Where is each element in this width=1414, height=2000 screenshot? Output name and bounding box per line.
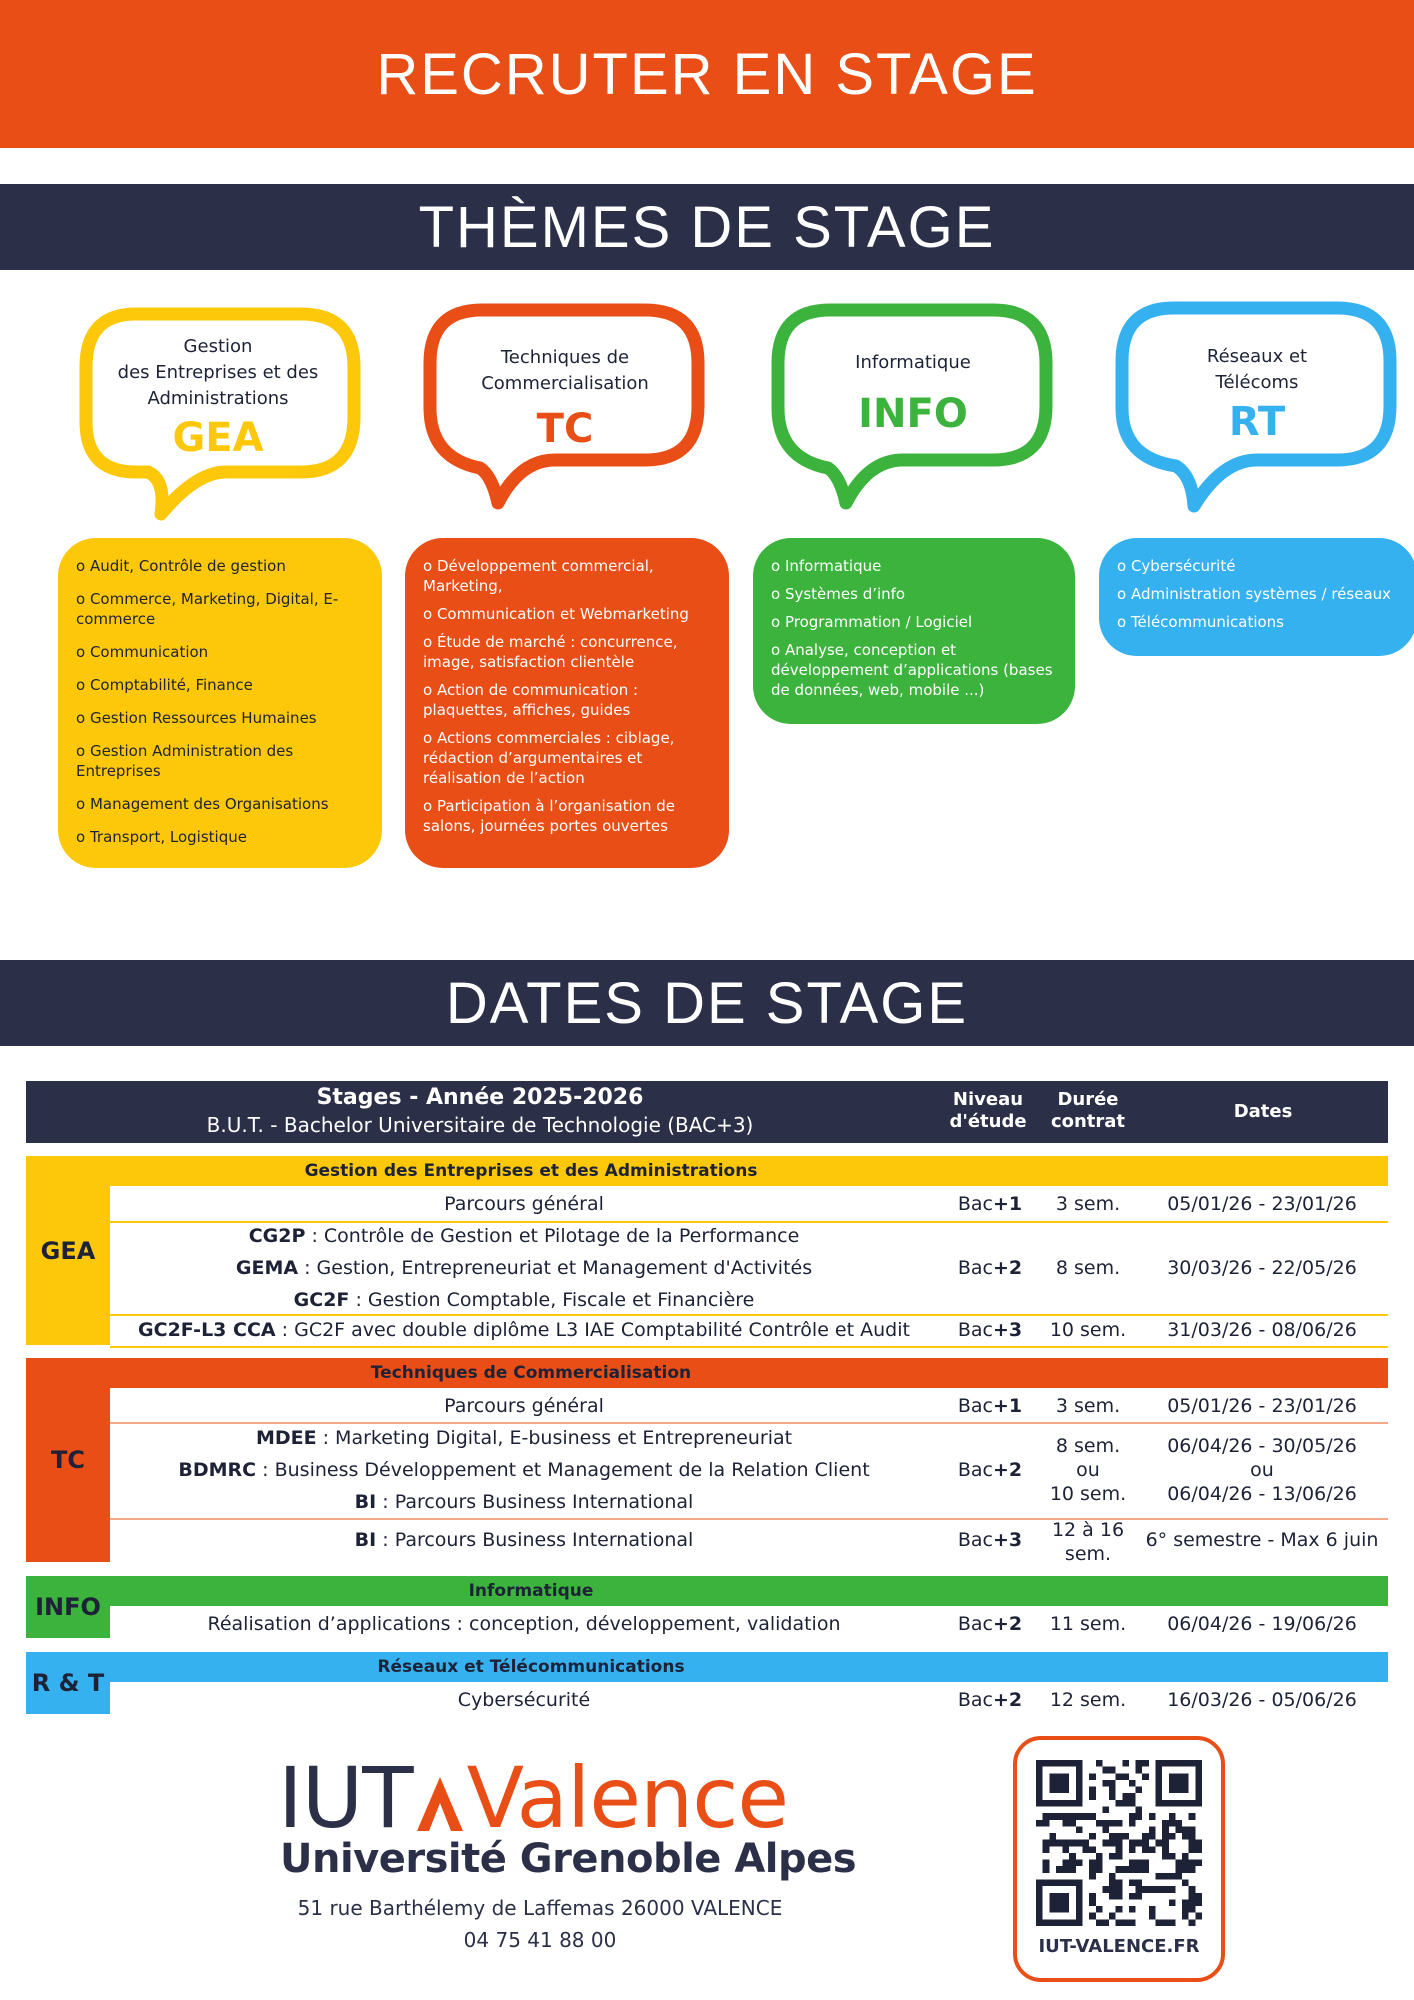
- row-dates: 05/01/26 - 23/01/26: [1167, 1395, 1357, 1417]
- table-subtitle: B.U.T. - Bachelor Universitaire de Technologie (BAC+3): [206, 1113, 754, 1137]
- program-text: : Parcours Business International: [376, 1491, 694, 1513]
- gea-group-label: Gestion des Entreprises et des Administrations: [304, 1161, 758, 1181]
- niveau-column-header: [934, 1089, 1042, 1133]
- tc-themes-list: [423, 556, 715, 836]
- info-bubble-abbr: INFO: [858, 391, 968, 437]
- row-dates: 16/03/26 - 05/06/26: [1167, 1689, 1357, 1711]
- rt-side-label: R & T: [26, 1652, 110, 1714]
- table-row: [110, 1608, 1388, 1640]
- row-divider: [110, 1346, 1388, 1348]
- duration-line: 12 à 16: [1051, 1519, 1125, 1541]
- gea-themes-list: [76, 556, 368, 847]
- row-description-line: [110, 1486, 938, 1518]
- tc-group-label: Techniques de Commercialisation: [370, 1363, 692, 1383]
- table-row: [110, 1422, 1388, 1518]
- rt-themes-box: [1099, 538, 1414, 656]
- qr-caption: IUT-VALENCE.FR: [1038, 1936, 1200, 1957]
- table-row: [110, 1390, 1388, 1422]
- list-item: o Gestion Administration des Entreprises: [76, 742, 294, 780]
- level-value: +1: [992, 1193, 1023, 1215]
- row-dates: 6° semestre - Max 6 juin: [1145, 1529, 1379, 1551]
- list-item: o Transport, Logistique: [76, 828, 247, 846]
- row-description: Réalisation d’applications : conception, développement, validation: [207, 1613, 841, 1635]
- program-code: GC2F: [293, 1289, 350, 1311]
- program-code: MDEE: [255, 1427, 317, 1449]
- row-level: [940, 1608, 1040, 1640]
- level-value: +2: [992, 1689, 1023, 1711]
- row-level: [940, 1454, 1040, 1486]
- info-bubble-text: [788, 350, 1038, 440]
- list-item: o Audit, Contrôle de gestion: [76, 557, 286, 575]
- program-code: BDMRC: [178, 1459, 257, 1481]
- rt-bubble-text: [1132, 344, 1382, 448]
- row-level: [940, 1252, 1040, 1284]
- tc-side-label: TC: [26, 1358, 110, 1562]
- tc-bubble-line: Techniques de: [500, 347, 630, 368]
- row-dates: 31/03/26 - 08/06/26: [1167, 1319, 1357, 1341]
- rt-themes-list: [1117, 556, 1403, 632]
- row-dates: [1136, 1434, 1388, 1506]
- row-duration: 10 sem.: [1049, 1319, 1127, 1341]
- list-item: o Participation à l’organisation de salons, journées portes ouvertes: [423, 797, 675, 835]
- row-description: Parcours général: [444, 1395, 604, 1417]
- list-item: o Gestion Ressources Humaines: [76, 709, 317, 727]
- info-themes-list: [771, 556, 1061, 700]
- list-item: o Informatique: [771, 557, 882, 575]
- level-prefix: Bac: [957, 1689, 993, 1711]
- tc-group-band: [26, 1358, 1388, 1388]
- duration-separator: ou: [1076, 1459, 1100, 1481]
- dates-column-header: Dates: [1233, 1101, 1293, 1122]
- gea-group-band: [26, 1156, 1388, 1186]
- row-level: [940, 1524, 1040, 1556]
- info-bubble-line: Informatique: [855, 352, 971, 373]
- list-item: o Commerce, Marketing, Digital, E-commerce: [76, 590, 339, 628]
- list-item: o Comptabilité, Finance: [76, 676, 253, 694]
- list-item: o Administration systèmes / réseaux: [1117, 585, 1392, 603]
- row-level: [940, 1684, 1040, 1716]
- row-description: Cybersécurité: [457, 1689, 591, 1711]
- rt-bubble-line: Télécoms: [1215, 372, 1299, 393]
- row-description-line: [110, 1422, 938, 1454]
- level-prefix: Bac: [957, 1319, 993, 1341]
- uga-logo-text: Université Grenoble Alpes: [280, 1836, 857, 1882]
- info-side-label: INFO: [26, 1576, 110, 1638]
- program-text: : Parcours Business International: [376, 1529, 694, 1551]
- table-row: [110, 1220, 1388, 1316]
- duree-header-line: contrat: [1050, 1111, 1126, 1132]
- row-duration: 12 sem.: [1049, 1689, 1127, 1711]
- row-duration: 3 sem.: [1055, 1193, 1121, 1215]
- duree-header-line: Durée: [1057, 1089, 1119, 1110]
- program-code: GC2F-L3 CCA: [138, 1319, 276, 1341]
- row-duration: 11 sem.: [1049, 1613, 1127, 1635]
- list-item: o Systèmes d’info: [771, 585, 906, 603]
- niveau-header-line: d'étude: [949, 1111, 1027, 1132]
- list-item: o Analyse, conception et développement d’applications (bases de données, web, mobile ...): [771, 641, 1053, 699]
- list-item: o Télécommunications: [1117, 613, 1284, 631]
- address: 51 rue Barthélemy de Laffemas 26000 VALENCE: [297, 1896, 783, 1920]
- level-prefix: Bac: [957, 1395, 993, 1417]
- phone: 04 75 41 88 00: [463, 1928, 617, 1952]
- list-item: o Développement commercial, Marketing,: [423, 557, 654, 595]
- row-description-line: [110, 1220, 938, 1252]
- level-value: +3: [992, 1529, 1023, 1551]
- list-item: o Cybersécurité: [1117, 557, 1236, 575]
- dates-section-title: DATES DE STAGE: [445, 970, 969, 1036]
- level-prefix: Bac: [957, 1529, 993, 1551]
- level-value: +3: [992, 1319, 1023, 1341]
- table-header: [26, 1081, 1388, 1143]
- row-duration: 3 sem.: [1055, 1395, 1121, 1417]
- row-dates: 05/01/26 - 23/01/26: [1167, 1193, 1357, 1215]
- table-row: [110, 1518, 1388, 1565]
- info-themes-box: [753, 538, 1075, 724]
- duration-option: 8 sem.: [1055, 1435, 1121, 1457]
- duration-option: 10 sem.: [1049, 1483, 1127, 1505]
- niveau-header-line: Niveau: [952, 1089, 1024, 1110]
- row-description: [110, 1314, 938, 1346]
- gea-themes-box: [58, 538, 382, 868]
- row-duration: [1040, 1518, 1136, 1566]
- program-code: BI: [354, 1491, 377, 1513]
- program-text: : Gestion Comptable, Fiscale et Financière: [349, 1289, 755, 1311]
- level-prefix: Bac: [957, 1459, 993, 1481]
- tc-bubble-abbr: TC: [536, 406, 594, 452]
- row-description-line: [110, 1252, 938, 1284]
- qr-code-icon: [1036, 1760, 1202, 1926]
- program-code: GEMA: [235, 1257, 299, 1279]
- tc-bubble-text: [440, 345, 690, 455]
- row-description: [110, 1524, 938, 1556]
- rt-bubble-abbr: RT: [1228, 399, 1286, 445]
- list-item: o Programmation / Logiciel: [771, 613, 973, 631]
- logo-valence-text: Valence: [466, 1749, 789, 1847]
- info-group-label: Informatique: [468, 1581, 594, 1601]
- row-level: [940, 1314, 1040, 1346]
- program-code: BI: [354, 1529, 377, 1551]
- program-text: : GC2F avec double diplôme L3 IAE Comptabilité Contrôle et Audit: [275, 1319, 910, 1341]
- info-group-band: [26, 1576, 1388, 1606]
- page-title-banner: [0, 0, 1414, 148]
- row-duration: [1040, 1434, 1136, 1506]
- level-value: +2: [992, 1613, 1023, 1635]
- duration-line: sem.: [1064, 1543, 1112, 1565]
- list-item: o Étude de marché : concurrence, image, satisfaction clientèle: [423, 633, 678, 671]
- gea-bubble-text: [96, 334, 340, 464]
- program-text: : Contrôle de Gestion et Pilotage de la Performance: [305, 1225, 800, 1247]
- level-value: +2: [992, 1459, 1023, 1481]
- gea-bubble-line: Administrations: [147, 388, 289, 409]
- table-row: [110, 1314, 1388, 1346]
- qr-code-card[interactable]: [1013, 1736, 1225, 1982]
- list-item: o Action de communication : plaquettes, affiches, guides: [423, 681, 639, 719]
- table-row: [110, 1684, 1388, 1716]
- list-item: o Actions commerciales : ciblage, rédaction d’argumentaires et réalisation de l’action: [423, 729, 675, 787]
- row-description-line: [110, 1284, 938, 1316]
- rt-group-label: Réseaux et Télécommunications: [377, 1657, 685, 1677]
- program-code: CG2P: [248, 1225, 306, 1247]
- table-title: Stages - Année 2025-2026: [316, 1085, 644, 1110]
- row-level: [940, 1188, 1040, 1220]
- themes-section-title: THÈMES DE STAGE: [418, 194, 996, 260]
- program-text: : Business Développement et Management de la Relation Client: [256, 1459, 870, 1481]
- row-duration: 8 sem.: [1055, 1257, 1121, 1279]
- rt-group-band: [26, 1652, 1388, 1682]
- dates-option: 06/04/26 - 30/05/26: [1167, 1435, 1357, 1457]
- gea-bubble-line: des Entreprises et des: [117, 362, 319, 383]
- iut-valence-logo: [278, 1750, 788, 1846]
- row-level: [940, 1390, 1040, 1422]
- dates-separator: ou: [1250, 1459, 1274, 1481]
- tc-themes-box: [405, 538, 729, 868]
- row-dates: 06/04/26 - 19/06/26: [1167, 1613, 1357, 1635]
- page-title: RECRUTER EN STAGE: [376, 41, 1038, 107]
- table-row: [110, 1188, 1388, 1220]
- row-description-line: [110, 1454, 938, 1486]
- list-item: o Management des Organisations: [76, 795, 329, 813]
- logo-iut-text: IUT: [278, 1749, 413, 1847]
- logo-chevron-icon: [415, 1773, 465, 1833]
- dates-section-banner: [0, 960, 1414, 1046]
- level-prefix: Bac: [957, 1193, 993, 1215]
- level-value: +1: [992, 1395, 1023, 1417]
- level-prefix: Bac: [957, 1613, 993, 1635]
- row-description: Parcours général: [444, 1193, 604, 1215]
- tc-bubble-line: Commercialisation: [481, 373, 649, 394]
- level-value: +2: [992, 1257, 1023, 1279]
- rt-bubble-line: Réseaux et: [1206, 346, 1308, 367]
- list-item: o Communication: [76, 643, 209, 661]
- dates-option: 06/04/26 - 13/06/26: [1167, 1483, 1357, 1505]
- row-dates: 30/03/26 - 22/05/26: [1167, 1257, 1357, 1279]
- themes-section-banner: [0, 184, 1414, 270]
- gea-bubble-line: Gestion: [183, 336, 253, 357]
- program-text: : Gestion, Entrepreneuriat et Management d'Activités: [298, 1257, 813, 1279]
- program-text: : Marketing Digital, E-business et Entrepreneuriat: [316, 1427, 793, 1449]
- duree-column-header: [1038, 1089, 1138, 1133]
- list-item: o Communication et Webmarketing: [423, 605, 689, 623]
- level-prefix: Bac: [957, 1257, 993, 1279]
- gea-bubble-abbr: GEA: [172, 415, 264, 461]
- gea-side-label: GEA: [26, 1156, 110, 1345]
